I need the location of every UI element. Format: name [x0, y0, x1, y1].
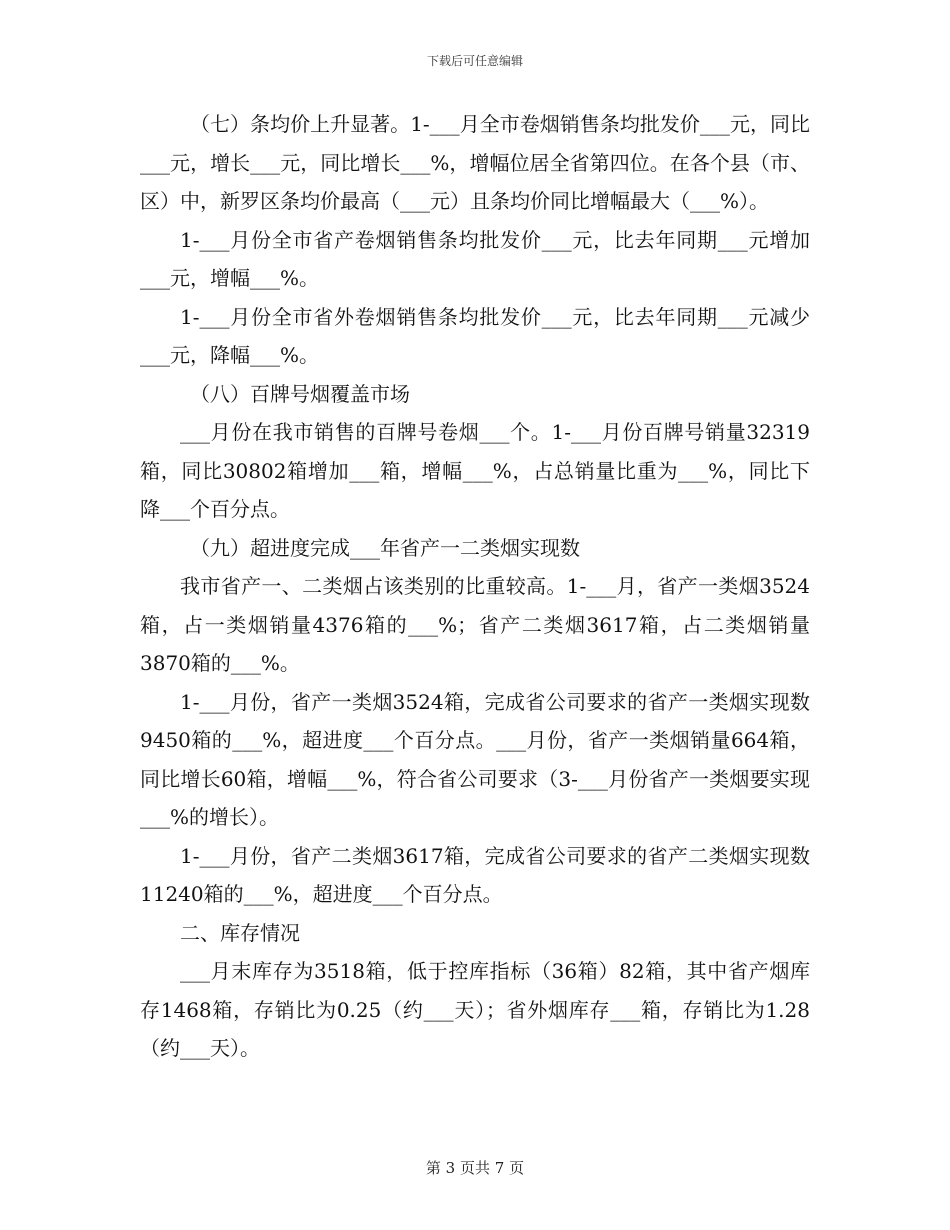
section-9-heading: （九）超进度完成___年省产一二类烟实现数: [190, 535, 580, 560]
class-one-progress-paragraph: 1-___月份，省产一类烟3524箱，完成省公司要求的省产一类烟实现数9450箱的___%，超进度___个百分点。___月份，省产一类烟销量664箱，同比增长60箱，增幅___%，符合省公司要求（3-___月份省产一类烟要实现___%的增长）。: [140, 689, 810, 829]
page-number: 第 3 页共 7 页: [425, 1159, 525, 1177]
section-8-heading: （八）百牌号烟覆盖市场: [190, 381, 410, 406]
inventory-heading: 二、库存情况: [180, 920, 300, 945]
page-header: 下载后可任意编辑: [426, 54, 523, 68]
inventory-paragraph: ___月末库存为3518箱，低于控库指标（36箱）82箱，其中省产烟库存1468箱，存销比为0.25（约___天）；省外烟库存___箱，存销比为1.28（约___天）。: [140, 959, 810, 1060]
provincial-price-paragraph: 1-___月份全市省产卷烟销售条均批发价___元，比去年同期___元增加___元，增幅___%。: [140, 227, 810, 290]
hundred-brands-paragraph: ___月份在我市销售的百牌号卷烟___个。1-___月份百牌号销量32319箱，同比30802箱增加___箱，增幅___%，占总销量比重为___%，同比下降___个百分点。: [140, 420, 810, 521]
class-share-paragraph: 我市省产一、二类烟占该类别的比重较高。1-___月，省产一类烟3524箱，占一类烟销量4376箱的___%；省产二类烟3617箱，占二类烟销量3870箱的___%。: [140, 574, 810, 675]
document-body: [140, 105, 810, 1068]
out-of-province-price-paragraph: 1-___月份全市省外卷烟销售条均批发价___元，比去年同期___元减少___元，降幅___%。: [140, 304, 810, 367]
section-7-paragraph: （七）条均价上升显著。1-___月全市卷烟销售条均批发价___元，同比___元，增长___元，同比增长___%，增幅位居全省第四位。在各个县（市、区）中，新罗区条均价最高（___元）且条均价同比增幅最大（___%）。: [140, 112, 810, 213]
class-two-progress-paragraph: 1-___月份，省产二类烟3617箱，完成省公司要求的省产二类烟实现数11240箱的___%，超进度___个百分点。: [140, 843, 810, 906]
